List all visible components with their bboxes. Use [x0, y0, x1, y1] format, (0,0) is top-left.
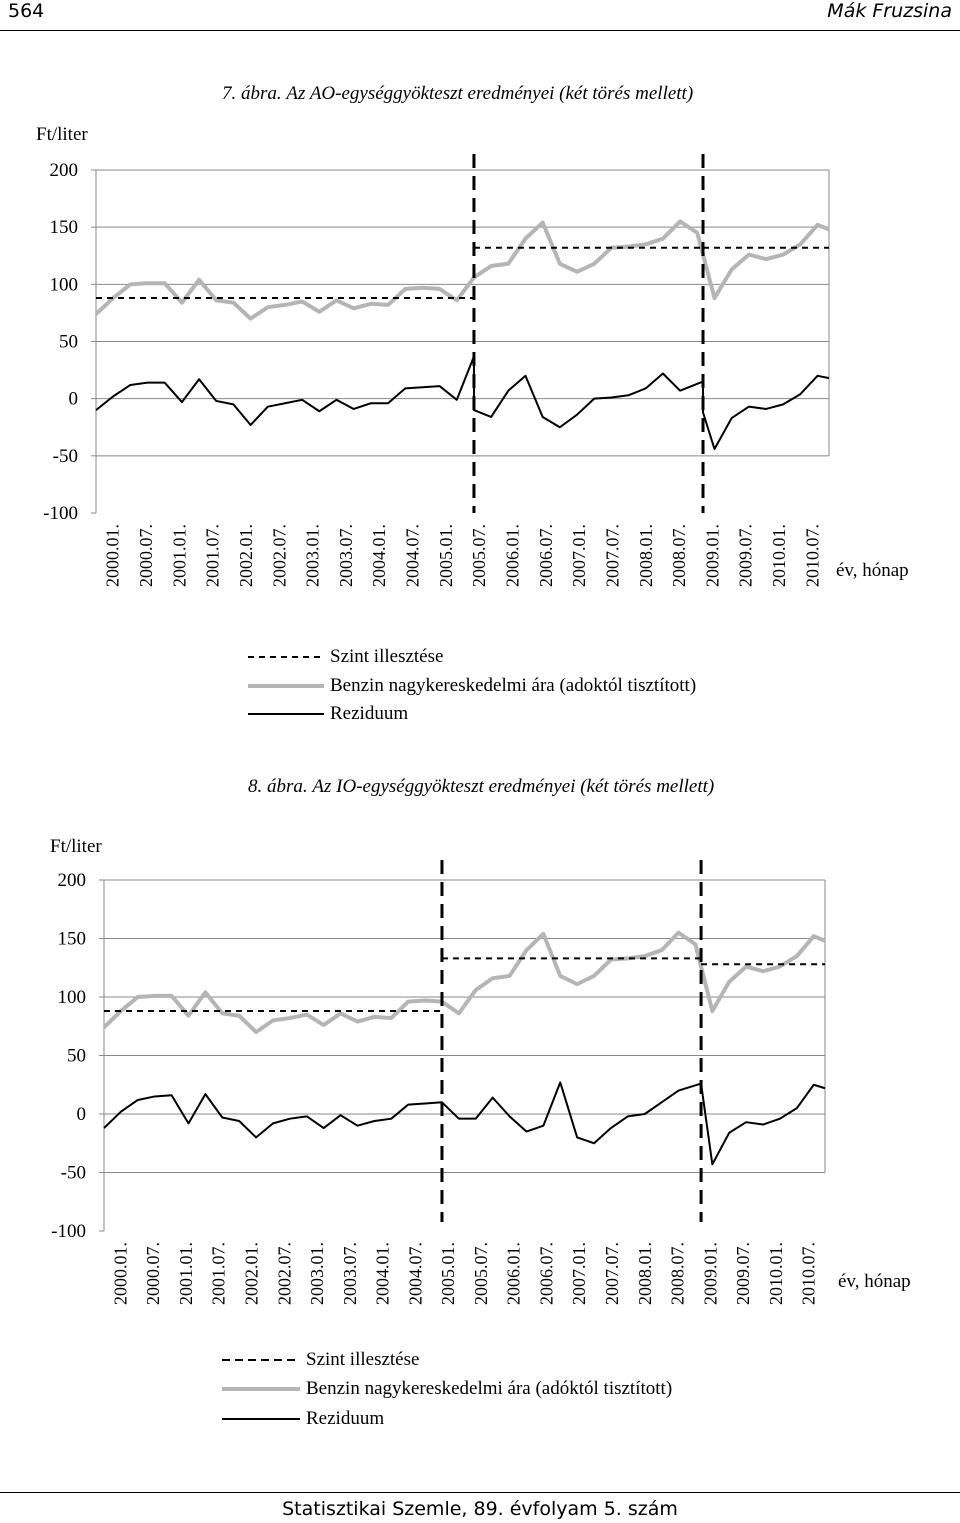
legend-gray-swatch — [248, 681, 324, 691]
x-tick-label: 2006.07. — [536, 1242, 557, 1305]
legend-level-label: Szint illesztése — [330, 646, 444, 667]
x-tick-label: 2004.01. — [369, 524, 390, 587]
y-tick-label: -100 — [51, 1221, 86, 1242]
figure-8-number: 8. ábra. — [248, 776, 308, 797]
x-tick-label: 2005.01. — [435, 524, 456, 587]
y-tick-label: 200 — [49, 160, 78, 181]
x-tick-label: 2009.07. — [733, 1242, 754, 1305]
x-tick-label: 2008.01. — [635, 524, 656, 587]
page-number: 564 — [8, 0, 45, 22]
figure-7-chart — [0, 140, 960, 630]
figure-8-title — [248, 776, 714, 798]
x-tick-label: 2008.01. — [634, 1242, 655, 1305]
legend-dashed-swatch — [248, 652, 324, 662]
legend-price-label: Benzin nagykereskedelmi ára (adoktól tisztított) — [330, 675, 697, 696]
x-tick-label: 2003.01. — [302, 524, 323, 587]
legend-price-label: Benzin nagykereskedelmi ára (adóktól tisztított) — [306, 1378, 673, 1399]
y-tick-label: -100 — [43, 503, 78, 524]
x-tick-label: 2009.01. — [700, 1242, 721, 1305]
figure-8-ylabel: Ft/liter — [50, 836, 102, 857]
header-rule — [0, 30, 960, 31]
x-tick-label: 2004.07. — [402, 524, 423, 587]
y-tick-label: 50 — [59, 331, 78, 353]
figure-7-title — [222, 83, 693, 105]
x-tick-label: 2007.07. — [602, 524, 623, 587]
y-tick-label: 100 — [49, 274, 78, 296]
x-tick-label: 2007.01. — [569, 1242, 590, 1305]
x-tick-label: 2009.07. — [735, 524, 756, 587]
x-tick-label: 2005.07. — [469, 524, 490, 587]
figure-8-legend-level — [222, 1349, 419, 1371]
x-tick-label: 2002.07. — [274, 1242, 295, 1305]
author-name: Mák Fruzsina — [827, 0, 952, 22]
y-tick-label: 50 — [67, 1045, 86, 1067]
x-tick-label: 2000.01. — [102, 524, 123, 587]
figure-7-caption: Az AO-egységgyökteszt eredményei (két törés mellett) — [286, 83, 694, 104]
legend-residual-label: Reziduum — [306, 1408, 385, 1429]
legend-black-swatch — [248, 709, 324, 719]
x-tick-label: 2003.07. — [339, 1242, 360, 1305]
x-tick-label: 2010.01. — [769, 524, 790, 587]
x-tick-label: 2006.07. — [535, 524, 556, 587]
x-tick-label: 2007.07. — [601, 1242, 622, 1305]
x-tick-label: 2005.01. — [438, 1242, 459, 1305]
figure-8-legend-price — [222, 1378, 672, 1400]
y-tick-label: 0 — [68, 388, 78, 410]
legend-residual-label: Reziduum — [330, 703, 409, 724]
x-tick-label: 2001.01. — [169, 524, 190, 587]
y-tick-label: 200 — [57, 870, 86, 891]
x-tick-label: 2006.01. — [503, 1242, 524, 1305]
legend-gray-swatch — [222, 1384, 300, 1394]
x-tick-label: 2000.07. — [135, 524, 156, 587]
figure-7-ylabel: Ft/liter — [36, 124, 88, 145]
y-tick-label: -50 — [60, 1162, 86, 1184]
x-tick-label: 2006.01. — [502, 524, 523, 587]
figure-7-xlabel: év, hónap — [836, 560, 909, 581]
figure-8-xlabel: év, hónap — [838, 1271, 911, 1292]
x-tick-label: 2000.07. — [143, 1242, 164, 1305]
legend-dashed-swatch — [222, 1355, 300, 1365]
figure-8-legend-residual — [222, 1408, 384, 1430]
x-tick-label: 2010.07. — [802, 524, 823, 587]
x-tick-label: 2005.07. — [470, 1242, 491, 1305]
y-tick-label: 150 — [49, 217, 78, 239]
x-tick-label: 2001.07. — [202, 524, 223, 587]
figure-7-legend-level — [248, 646, 443, 668]
y-tick-label: 0 — [76, 1104, 86, 1125]
residual-series-line — [96, 356, 829, 449]
x-tick-label: 2010.01. — [765, 1242, 786, 1305]
y-tick-label: 150 — [57, 928, 86, 950]
x-tick-label: 2002.01. — [241, 1242, 262, 1305]
journal-footer: Statisztikai Szemle, 89. évfolyam 5. szám — [282, 1498, 678, 1520]
x-tick-label: 2009.01. — [702, 524, 723, 587]
x-tick-label: 2001.07. — [208, 1242, 229, 1305]
y-tick-label: 100 — [57, 987, 86, 1008]
x-tick-label: 2004.01. — [372, 1242, 393, 1305]
x-tick-label: 2003.07. — [335, 524, 356, 587]
figure-7-number: 7. ábra. — [222, 83, 282, 104]
figure-8-chart — [0, 850, 960, 1340]
x-tick-label: 2001.01. — [175, 1242, 196, 1305]
y-tick-label: -50 — [52, 445, 78, 467]
price-series-line — [96, 221, 829, 318]
x-tick-label: 2002.01. — [235, 524, 256, 587]
figure-7-legend-residual — [248, 703, 408, 725]
x-tick-label: 2004.07. — [405, 1242, 426, 1305]
x-tick-label: 2010.07. — [798, 1242, 819, 1305]
figure-7-legend-price — [248, 675, 696, 697]
x-tick-label: 2000.01. — [110, 1242, 131, 1305]
price-series-line — [104, 933, 825, 1032]
footer-rule — [0, 1492, 960, 1493]
x-tick-label: 2008.07. — [667, 1242, 688, 1305]
residual-series-line — [104, 1082, 825, 1164]
legend-black-swatch — [222, 1414, 300, 1424]
figure-8-caption: Az IO-egységgyökteszt eredményei (két törés mellett) — [312, 776, 715, 797]
x-tick-label: 2008.07. — [669, 524, 690, 587]
x-tick-label: 2007.01. — [569, 524, 590, 587]
x-tick-label: 2002.07. — [269, 524, 290, 587]
legend-level-label: Szint illesztése — [306, 1349, 420, 1370]
x-tick-label: 2003.01. — [307, 1242, 328, 1305]
